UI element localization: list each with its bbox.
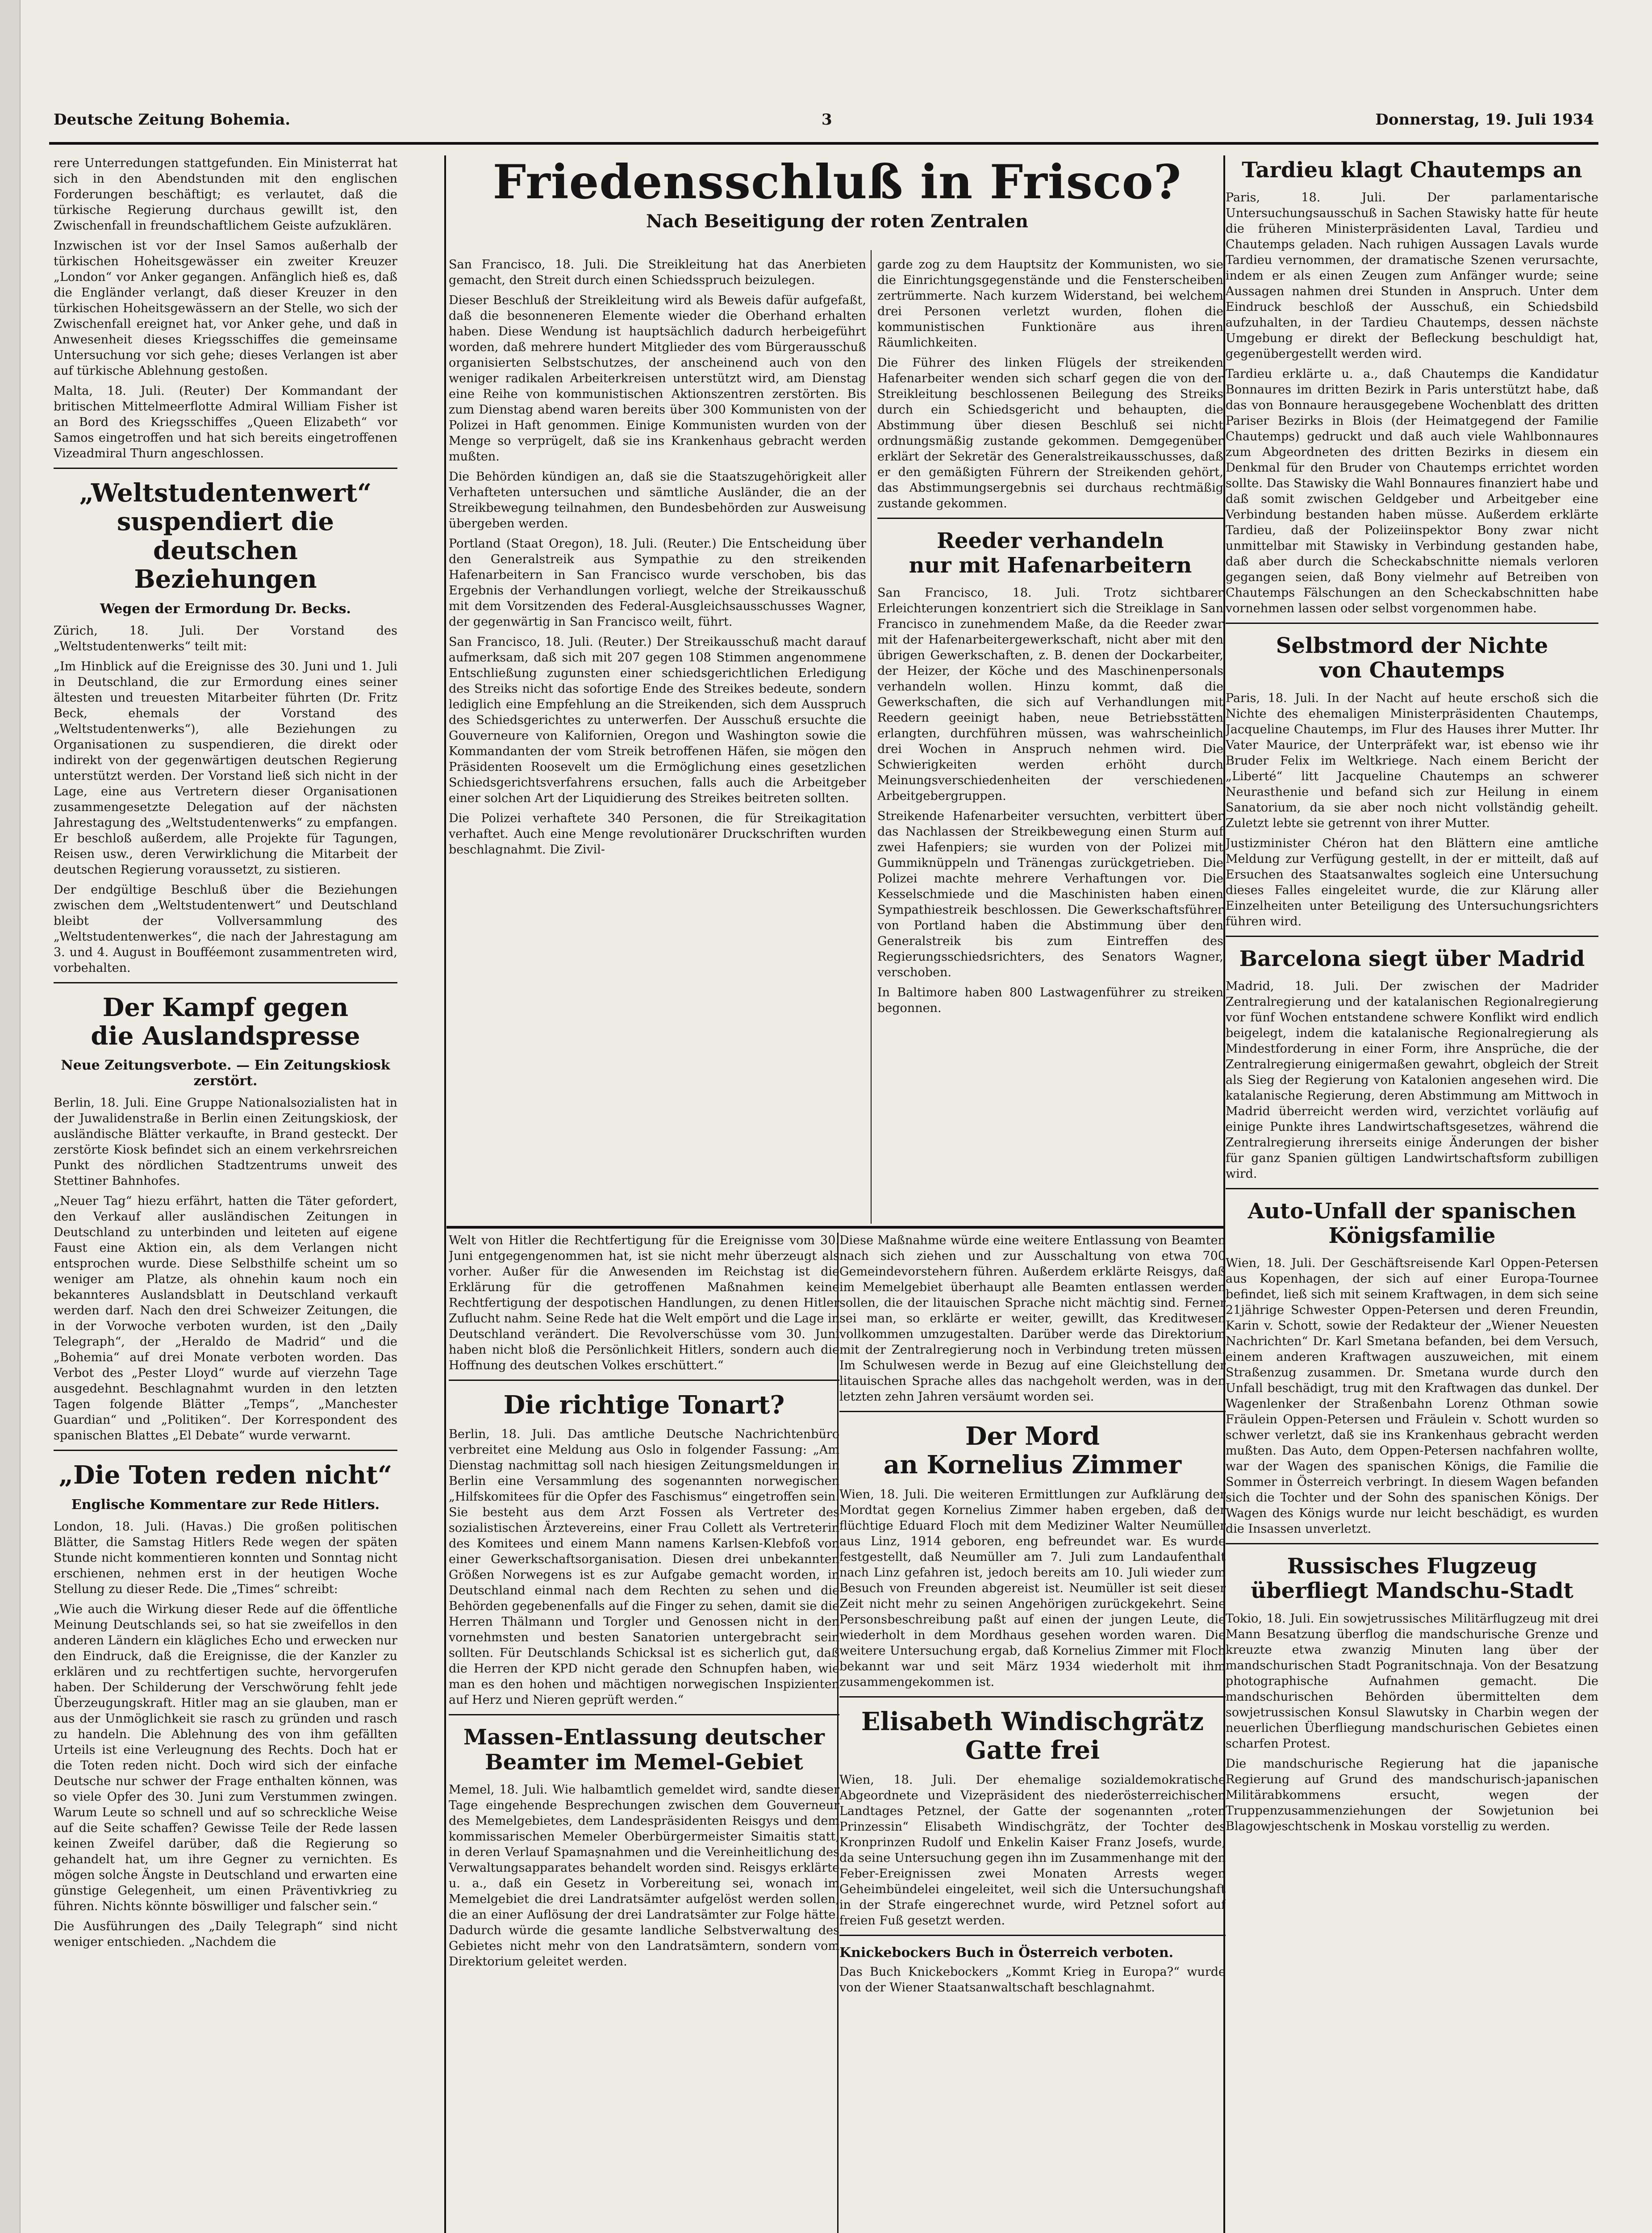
- article-paragraph: Inzwischen ist vor der Insel Samos außerhalb der türkischen Hoheitsgewässer ein zweiter Kreuzer „London“ vor Anker gegangen. Anfänglich hieß es, daß die Engländer verlangt, daß dieser Kreuzer in den türkischen Hoheitsgewässern an der Stelle, wo sich der Zwischenfall ereignet hat, vor Anker gehe, und daß in Anwesenheit dieses Kriegsschiffes die gemeinsame Untersuchung vor sich gehe; dieses Verlangen ist aber auf türkische Ablehnung gestoßen.: [54, 239, 397, 378]
- article-paragraph: Streikende Hafenarbeiter versuchten, verbittert über das Nachlassen der Streikbewegung einen Sturm auf zwei Hafenpiers; sie wurden von der Polizei mit Gummiknüppeln und Tränengas zurückgetrieben. Die Polizei machte mehrere Verhaftungen vor. Die Kesselschmiede und die Maschinisten haben einen Sympathiestreik beschlossen. Die Gewerkschaftsführer von Portland haben die Abstimmung über den Generalstreik bis zum Eintreffen des Regierungsschiedsrichters, des Senators Wagner, verschoben.: [877, 809, 1223, 980]
- headline-memel: [449, 1725, 839, 1774]
- headline-line: an Kornelius Zimmer: [883, 1450, 1182, 1480]
- article-separator: [1226, 936, 1598, 937]
- column-divider: [871, 250, 872, 1224]
- headline-line: Königsfamilie: [1328, 1223, 1496, 1248]
- column-1: [54, 155, 397, 2233]
- lower-column-left: [449, 1233, 839, 2233]
- headline-line: Gatte frei: [965, 1735, 1100, 1765]
- article-paragraph: Wien, 18. Juli. Der ehemalige sozialdemokratische Abgeordnete und Vizepräsident des niederösterreichischen Landtages Petznel, der Gatte der sogenannten „roten Prinzessin“ Elisabeth Windischgrätz, der Tochter des Kronprinzen Rudolf und Enkelin Kaiser Franz Josefs, wurde, da seine Untersuchung gegen ihn im Zusammenhange mit den Feber-Ereignissen zwei Monaten Arrests wegen Geheimbündelei eingeleitet, weil sich die Untersuchungshaft in der Strafe eingerechnet wurde, wird Petznel sofort auf freien Fuß gesetzt werden.: [839, 1773, 1226, 1928]
- headline-line: Der Mord: [965, 1422, 1100, 1451]
- article-separator: [449, 1380, 839, 1381]
- article-paragraph: Die Ausführungen des „Daily Telegraph“ sind nicht weniger entschieden. „Nachdem die: [54, 1919, 397, 1949]
- main-headline-block: [449, 152, 1226, 255]
- headline-tardieu: Tardieu klagt Chautemps an: [1242, 158, 1582, 183]
- subheadline: Neue Zeitungsverbote. — Ein Zeitungskiosk zerstört.: [61, 1058, 390, 1089]
- headline-line: die Auslandspresse: [91, 1021, 360, 1051]
- article-paragraph: Paris, 18. Juli. In der Nacht auf heute erschoß sich die Nichte des ehemaligen Ministerpräsidenten Chautemps, Jacqueline Chautemps, im Flur des Hauses ihrer Mutter. Ihr Vater Maurice, der Unterpräfekt war, ist ebenso wie ihr Bruder Felix im Weltkriege. Nach einem Bericht der „Liberté“ litt Jacqueline Chautemps an schwerer Neurasthenie und befand sich zur Heilung in einem Sanatorium, da sie aber noch nicht vollständig geheilt. Zuletzt lebte sie getrennt von ihrer Mutter.: [1226, 691, 1598, 830]
- article-separator: [877, 518, 1223, 519]
- headline-reeder: [877, 529, 1223, 578]
- headline-tonart: Die richtige Tonart?: [503, 1390, 785, 1420]
- lower-column-right: [839, 1233, 1226, 2233]
- column-3: [877, 257, 1223, 1221]
- article-paragraph: In Baltimore haben 800 Lastwagenführer zu streiken begonnen.: [877, 986, 1223, 1016]
- headline-barcelona: Barcelona siegt über Madrid: [1239, 946, 1585, 971]
- headline-auto-unfall: [1226, 1199, 1598, 1248]
- article-paragraph: Das Buch Knickebockers „Kommt Krieg in Europa?“ wurde von der Wiener Staatsanwaltschaft beschlagnahmt.: [839, 1965, 1226, 1995]
- subheadline: Englische Kommentare zur Rede Hitlers.: [71, 1497, 380, 1513]
- article-paragraph: „Neuer Tag“ hiezu erfährt, hatten die Täter gefordert, den Verkauf aller ausländischen Zeitungen in Deutschland zu unterbinden und leiteten auf eigene Faust eine Aktion ein, als dem Verlangen nicht entsprochen wurde. Diese Selbsthilfe scheint um so weniger am Platze, als ohnehin kaum noch ein bekannteres Auslandsblatt in Deutschland verkauft werden darf. Nach den drei Schweizer Zeitungen, die in der Vorwoche verboten wurden, ist den „Daily Telegraph“, der „Heraldo de Madrid“ und die „Bohemia“ auf drei Monate verboten worden. Das Verbot des „Pester Lloyd“ wurde auf vierzehn Tage ausgedehnt. Beschlagnahmt wurden in den letzten Tagen folgende Blätter „Temps“, „Manchester Guardian“ und „Politiken“. Der Korrespondent des spanischen Blattes „El Debate“ wurde verwarnt.: [54, 1194, 397, 1443]
- headline-line: „Die Toten reden nicht“: [58, 1460, 392, 1490]
- subheadline: Wegen der Ermordung Dr. Becks.: [100, 601, 351, 617]
- article-paragraph: garde zog zu dem Hauptsitz der Kommunisten, wo sie die Einrichtungsgegenstände und die Fensterscheiben zertrümmerte. Nach kurzem Widerstand, bei welchem drei Personen verletzt wurden, flohen die kommunistischen Funktionäre aus ihren Räumlichkeiten.: [877, 258, 1223, 350]
- headline-line: Selbstmord der Nichte: [1276, 633, 1548, 659]
- header-rule: [49, 142, 1598, 145]
- main-subheadline: Nach Beseitigung der roten Zentralen: [646, 210, 1028, 232]
- headline-line: „Weltstudentenwert“: [79, 478, 372, 508]
- headline-weltstudentenwerk: [54, 479, 397, 594]
- page-header: [54, 111, 1594, 142]
- article-separator: [54, 982, 397, 983]
- article-paragraph: Dieser Beschluß der Streikleitung wird als Beweis dafür aufgefaßt, daß die besonneneren Elemente wieder die Oberhand erhalten haben. Diese Wendung ist hauptsächlich dadurch herbeigeführt worden, daß mehrere hundert Mitglieder des vom Bürgerausschuß organisierten Selbstschutzes, der anscheinend auch von den weniger radikalen Arbeiterkreisen unterstützt wird, am Dienstag eine Reihe von kommunistischen Aktionszentren zerstörten. Bis zum Dienstag abend waren bereits über 300 Kommunisten von der Polizei in Haft genommen. Einige Kommunisten wurden von der Menge so verprügelt, daß sie ins Krankenhaus gebracht werden mußten.: [449, 293, 866, 464]
- article-paragraph: Zürich, 18. Juli. Der Vorstand des „Weltstudentenwerks“ teilt mit:: [54, 623, 397, 653]
- article-paragraph: Justizminister Chéron hat den Blättern eine amtliche Meldung zur Verfügung gestellt, in der er mitteilt, daß auf Ersuchen des Staatsanwaltes sogleich eine Untersuchung dieses Falles eingeleitet wurde, die zur Klärung aller Einzelheiten unter Beteiligung des Untersuchungsrichters führen wird.: [1226, 836, 1598, 928]
- headline-toten-reden-nicht: [54, 1461, 397, 1489]
- section-rule: [446, 1226, 1224, 1229]
- headline-line: Massen-Entlassung deutscher: [463, 1725, 825, 1750]
- article-separator: [1226, 623, 1598, 624]
- headline-line: Elisabeth Windischgrätz: [861, 1706, 1204, 1736]
- headline-line: überfliegt Mandschu-Stadt: [1251, 1578, 1573, 1604]
- article-paragraph: Wien, 18. Juli. Der Geschäftsreisende Karl Oppen-Petersen aus Kopenhagen, der sich auf einer Europa-Tournee befindet, ließ sich mit seinem Kraftwagen, in dem sich seine 21jährige Schwester Oppen-Petersen und deren Freundin, Karin v. Schott, sowie der Redakteur der „Wiener Neuesten Nachrichten“ Dr. Karl Smetana befanden, bei dem Versuch, einem anderen Kraftwagen auszuweichen, mit einem Straßenzug zusammen. Dr. Smetana wurde durch den Unfall beschädigt, trug mit den Kraftwagen das dunkel. Der Wagenlenker der Straßenbahn Lorenz Othman sowie Fräulein Oppen-Petersen und Fräulein v. Schott wurden so schwer verletzt, daß sie ins Krankenhaus gebracht werden mußten. Das Auto, dem Oppen-Petersen nachfahren wollte, war der Wagen des spanischen Königs, die Familie die Sommer in Österreich verbringt. In diesem Wagen befanden sich die Tochter und der Sohn des spanischen Königs. Der Wagen des Königs wurde nur leicht beschädigt, es wurden die Insassen unverletzt.: [1226, 1256, 1598, 1536]
- article-separator: [54, 1450, 397, 1451]
- article-paragraph: Tokio, 18. Juli. Ein sowjetrussisches Militärflugzeug mit drei Mann Besatzung überflog die mandschurische Grenze und kreuzte etwa zwanzig Minuten lang über der mandschurischen Stadt Pogranitschnaja. Von der Besatzung photographische Aufnahmen gemacht. Die mandschurischen Behörden übermittelten dem sowjetrussischen Konsul Slawutsky in Charbin wegen der neuerlichen Überfliegung mandschurischen Gebietes einen scharfen Protest.: [1226, 1611, 1598, 1751]
- column-2: [449, 257, 866, 1221]
- article-paragraph: rere Unterredungen stattgefunden. Ein Ministerrat hat sich in den Abendstunden mit den englischen Forderungen beschäftigt; es verlautet, daß die türkische Regierung durchaus gewillt ist, den Zwischenfall in freundschaftlichem Geiste aufzuklären.: [54, 156, 397, 233]
- main-headline: Friedensschluß in Frisco?: [492, 154, 1182, 209]
- headline-line: Beamter im Memel-Gebiet: [485, 1749, 803, 1775]
- article-paragraph: San Francisco, 18. Juli. (Reuter.) Der Streikausschuß macht darauf aufmerksam, daß sich mit 207 gegen 108 Stimmen angenommene Entschließung zugunsten einer schiedsgerichtlichen Erledigung des Streiks nicht das sofortige Ende des Streikes bedeute, sondern lediglich eine Empfehlung an die Streikenden, sich dem Ausspruch des Schiedsgerichtes zu unterwerfen. Der Ausschuß ersuchte die Gouverneure von Kalifornien, Oregon und Washington sowie die Kommandanten der vom Streik betroffenen Häfen, sie mögen den Präsidenten Roosevelt um die Ermöglichung eines gesetzlichen Schiedsgerichtsverfahrens ersuchen, falls auch die Arbeitgeber einer solchen Art der Liquidierung des Streikes beitreten sollten.: [449, 635, 866, 805]
- headline-line: Beziehungen: [134, 565, 317, 594]
- article-paragraph: Diese Maßnahme würde eine weitere Entlassung von Beamten nach sich ziehen und zur Ausschaltung von etwa 700 Gemeindevorstehern führen. Außerdem erklärte Reisgys, daß im Memelgebiet überhaupt alle Beamten entlassen werden sollen, die der litauischen Sprache nicht mächtig sind. Ferner sei man, so erklärte er weiter, gewillt, das Kreditwesen vollkommen umzugestalten. Darüber werde das Direktorium mit der Zentralregierung noch in Verbindung treten müssen. Im Schulwesen werde in Bezug auf eine Gleichstellung der litauischen Sprache alles das nachgeholt werden, was in den letzten zehn Jahren versäumt worden sei.: [839, 1234, 1226, 1404]
- article-paragraph: Tardieu erklärte u. a., daß Chautemps die Kandidatur Bonnaures im dritten Bezirk in Paris unterstützt habe, daß das von Bonnaure herausgegebene Wochenblatt des dritten Pariser Bezirks in Blois (der Heimatgegend der Familie Chautemps) gedruckt und daß auch viele Wahlbonnaures zum Abgeordneten des dritten Bezirks in diesem ein Denkmal für den Bruder von Chautemps errichtet worden sollte. Das Stawisky die Wahl Bonnaures finanziert habe und daß somit zwischen Geldgeber und Arbeitgeber eine Verbindung bestanden haben müsse. Außerdem erklärte Tardieu, daß der Polizeiinspektor Bony zwar nicht unmittelbar mit Stawisky in Verbindung gestanden habe, daß aber durch die Scheckabschnitte niemals verloren gegangen seien, daß Bony vielmehr auf Betreiben von Chautemps Fälschungen an den Scheckabschnitten habe vornehmen lassen oder selbst vorgenommen habe.: [1226, 367, 1598, 616]
- headline-line: Russisches Flugzeug: [1287, 1554, 1537, 1579]
- page-binding-edge: [0, 0, 21, 2233]
- headline-windischgraetz: [839, 1707, 1226, 1765]
- article-separator: [449, 1714, 839, 1715]
- article-paragraph: Madrid, 18. Juli. Der zwischen der Madrider Zentralregierung und der katalanischen Regionalregierung vor fünf Wochen entstandene schwere Konflikt wird endlich beigelegt, indem die katalanische Regionalregierung als Mindestforderung in einer Form, ihre Ansprüche, die der Zentralregierung einigermaßen gewahrt, obgleich der Streit als Sieg der Regierung von Katalonien angesehen wird. Die katalanische Regierung, deren Abstimmung am Mittwoch in Madrid überreicht werden wird, verzichtet vorläufig auf einige Punkte ihres Landwirtschaftsgesetzes, während die Zentralregierung ihrerseits einige Änderungen der bisher für ganz Spanien gültigen Landwirtschaftsform zubilligen wird.: [1226, 979, 1598, 1181]
- headline-line: Auto-Unfall der spanischen: [1247, 1198, 1577, 1224]
- article-paragraph: Berlin, 18. Juli. Das amtliche Deutsche Nachrichtenbüro verbreitet eine Meldung aus Oslo in folgender Fassung: „Am Dienstag nachmittag soll nach hiesigen Zeitungsmeldungen in Berlin eine Versammlung des sogenannten norwegischen „Hilfskomitees für die Opfer des Faschismus“ eingetroffen sein. Sie besteht aus dem Arzt Fossen als Vertreter des sozialistischen Ärztevereins, einer Frau Collett als Vertreterin des Komitees und einem Mann namens Karlsen-Klebfoß von einer Gewerkschaftsorganisation. Diesen drei unbekannten Größen Norwegens ist es zur Aufgabe gemacht worden, in Deutschland einmal nach dem Rechten zu sehen und die Behörden gegebenenfalls auf die Finger zu sehen, damit sie die Herren Thälmann und Torgler und Genossen nicht in den vornehmsten und besten Sanatorien untergebracht sein sollten. Für Deutschlands Schicksal ist es sicherlich gut, daß die Herren der KPD nicht gerade den Schnupfen haben, wie man es den hohen und mächtigen norwegischen Inspizienten auf Herz und Nieren geprüft werden.“: [449, 1427, 839, 1707]
- article-separator: [1226, 1543, 1598, 1544]
- article-paragraph: Paris, 18. Juli. Der parlamentarische Untersuchungsausschuß in Sachen Stawisky hatte für heute die früheren Ministerpräsidenten Laval, Tardieu und Chautemps geladen. Nach ruhigen Aussagen Lavals wurde Tardieu vernommen, der dramatische Szenen verursachte, indem er als einen Zeugen zum Anfänger wurde; seine Aussagen nahmen drei Stunden in Anspruch. Unter dem Eindruck beschloß der Ausschuß, ein Schiedsbild aufzuhalten, in der Tardieu Chautemps, dessen nächste Umgebung er direkt der Befleckung beschuldigt hat, gegenübergestellt werden wird.: [1226, 191, 1598, 361]
- headline-flugzeug: [1226, 1554, 1598, 1603]
- headline-line: Reeder verhandeln: [937, 528, 1164, 553]
- headline-line: von Chautemps: [1319, 658, 1505, 683]
- issue-date: Donnerstag, 19. Juli 1934: [1375, 111, 1594, 129]
- article-paragraph: Die mandschurische Regierung hat die japanische Regierung auf Grund des mandschurisch-japanischen Militärabkommens ersucht, wegen der Truppenzusammenziehungen der Sowjetunion bei Blagowjeschtschenk in Moskau vorstellig zu werden.: [1226, 1756, 1598, 1833]
- article-paragraph: „Wie auch die Wirkung dieser Rede auf die öffentliche Meinung Deutschlands sei, so hat sie zweifellos in den anderen Ländern ein klägliches Echo und erwecken nur den Eindruck, daß die Ereignisse, die der Kanzler zu erklären und zu rechtfertigen suchte, hervorgerufen haben. Der Schilderung der Verschwörung fehlt jede Überzeugungskraft. Hitler mag an sie glauben, man er aus der Unmöglichkeit sie rasch zu gründen und rasch zu handeln. Die Ablehnung des von ihm gefällten Urteils ist eine Verleugnung des Rechts. Doch hat er die Toten reden nicht. Doch wird sich der einfache Deutsche nur schwer der Frage enthalten können, was so viele Opfer des 30. Juni zum Verstummen zwingen. Warum Leute so schnell und auf so schreckliche Weise auf die Seite schaffen? Gewisse Teile der Rede lassen keinen Zweifel darüber, daß die Regierung so gehandelt hat, um ihre Gegner zu vernichten. Es mögen solche Ängste in Deutschland und erwarten eine günstige Gelegenheit, um einen Präventivkrieg zu führen. Nichts könnte böswilliger und falscher sein.“: [54, 1602, 397, 1913]
- article-separator: [54, 468, 397, 469]
- article-separator: [1226, 1188, 1598, 1189]
- article-separator: [839, 1696, 1226, 1698]
- column-divider: [444, 155, 446, 2233]
- brief-headline: Knickebockers Buch in Österreich verboten.: [839, 1944, 1174, 1961]
- page-number: 3: [822, 111, 832, 129]
- headline-line: suspendiert die deutschen: [117, 507, 334, 565]
- article-paragraph: Memel, 18. Juli. Wie halbamtlich gemeldet wird, sandte dieser Tage eingehende Besprechungen zwischen dem Gouverneur des Memelgebietes, dem Landespräsidenten Reisgys und dem kommissarischen Memeler Oberbürgermeister Simaitis statt, in deren Verlauf Spamaşnahmen und die Vereinheitlichung des Verwaltungsapparates behandelt worden sind. Reisgys erklärte u. a., daß ein Gesetz in Vorbereitung sei, wonach im Memelgebiet die drei Landratsämter aufgelöst werden sollen, die an einer Auflösung der drei Landratsämter zur Folge hätte. Dadurch würde die gesamte landliche Selbstverwaltung des Gebietes nicht mehr von den Landratsämtern, sondern vom Direktorium geleitet werden.: [449, 1782, 839, 1969]
- headline-line: Der Kampf gegen: [102, 992, 349, 1022]
- column-4: [1226, 155, 1598, 2233]
- article-separator: [839, 1411, 1226, 1412]
- headline-line: nur mit Hafenarbeitern: [909, 553, 1192, 578]
- article-paragraph: Malta, 18. Juli. (Reuter) Der Kommandant der britischen Mittelmeerflotte Admiral William Fisher ist an Bord des Kriegsschiffes „Queen Elizabeth“ vor Samos eingetroffen und hat sich bereits eingetroffenen Vizeadmiral Thurn angeschlossen.: [54, 384, 397, 460]
- article-paragraph: Die Führer des linken Flügels der streikenden Hafenarbeiter wenden sich scharf gegen die von der Streikleitung beschlossenen Beilegung des Streiks durch ein Schiedsgericht und behaupten, die Abstimmung über diesen Beschluß sei nicht ordnungsmäßig zustande gekommen. Demgegenüber erklärt der Sekretär des Generalstreikausschusses, daß er den gemäßigten Führern der Streikenden gehört, das Abstimmungsergebnis sei durchaus rechtmäßig zustande gekommen.: [877, 356, 1223, 510]
- article-paragraph: Die Polizei verhaftete 340 Personen, die für Streikagitation verhaftet. Auch eine Menge revolutionärer Druckschriften wurden beschlagnahmt. Die Zivil-: [449, 811, 866, 857]
- article-paragraph: London, 18. Juli. (Havas.) Die großen politischen Blätter, die Samstag Hitlers Rede wegen der späten Stunde nicht kommentieren konnten und Sonntag nicht erschienen, nehmen erst in der heutigen Woche Stellung zu dieser Rede. Die „Times“ schreibt:: [54, 1519, 397, 1596]
- article-paragraph: Berlin, 18. Juli. Eine Gruppe Nationalsozialisten hat in der Juwalidenstraße in Berlin einen Zeitungskiosk, der ausländische Blätter verkaufte, in Brand gesteckt. Der zerstörte Kiosk befindet sich an einem verkehrsreichen Punkt des nördlichen Stadtzentrums unweit des Stettiner Bahnhofes.: [54, 1096, 397, 1188]
- article-paragraph: Welt von Hitler die Rechtfertigung für die Ereignisse vom 30. Juni entgegengenommen hat, ist sie nicht mehr überzeugt als vorher. Außer für die Anwesenden im Reichstag ist die Erklärung für die getroffenen Maßnahmen keine Rechtfertigung der despotischen Handlungen, zu denen Hitler Zuflucht nahm. Seine Rede hat die Welt empört und die Lage in Deutschland verändert. Die Revolverschüsse vom 30. Juni haben nicht bloß die Persönlichkeit Hitlers, sondern auch die Hoffnung des deutschen Volkes erschüttert.“: [449, 1234, 839, 1372]
- article-paragraph: Die Behörden kündigen an, daß sie die Staatszugehörigkeit aller Verhafteten untersuchen und sämtliche Ausländer, die an der Streikbewegung teilnahmen, den Bundesbehörden zur Ausweisung übergeben werden.: [449, 470, 866, 531]
- article-paragraph: Der endgültige Beschluß über die Beziehungen zwischen dem „Weltstudentenwert“ und Deutschland bleibt der Vollversammlung des „Weltstudentenwerkes“, die nach der Jahrestagung am 3. und 4. August in Boufféemont zusammentreten wird, vorbehalten.: [54, 882, 397, 975]
- masthead-name: Deutsche Zeitung Bohemia.: [54, 111, 291, 129]
- article-paragraph: Wien, 18. Juli. Die weiteren Ermittlungen zur Aufklärung der Mordtat gegen Kornelius Zimmer haben ergeben, daß der flüchtige Eduard Floch mit dem Mediziner Walter Neumüller aus Linz, 1914 geboren, eng befreundet war. Es wurde festgestellt, daß Neumüller am 7. Juli zum Landaufenthalt nach Linz gefahren ist, jedoch bereits am 10. Juli wieder zum Besuch von Freunden abgereist ist. Neumüller ist seit dieser Zeit nicht mehr zu seinen Angehörigen zurückgekehrt. Seine Personsbeschreibung paßt auf einen der jungen Leute, die wiederholt in dem Mordhaus gesehen worden waren. Die weitere Untersuchung ergab, daß Kornelius Zimmer mit Floch bekannt war und seit März 1934 wiederholt mit ihm zusammengekommen ist.: [839, 1487, 1226, 1689]
- article-separator: [839, 1935, 1226, 1936]
- headline-mord-zimmer: [839, 1422, 1226, 1480]
- headline-selbstmord: [1226, 634, 1598, 683]
- article-paragraph: „Im Hinblick auf die Ereignisse des 30. Juni und 1. Juli in Deutschland, die zur Ermordung eines seiner ältesten und treuesten Mitarbeiter führten (Dr. Fritz Beck, ehemals der Vorstand des „Weltstudentenwerks“), alle Beziehungen zu Organisationen zu suspendieren, die direkt oder indirekt von der gegenwärtigen deutschen Regierung unterstützt werden. Der Vorstand ließ sich nicht in der Lage, eine aus Vertretern dieser Organisationen zusammengesetzte Delegation auf der nächsten Jahrestagung des „Weltstudentenwerks“ zu empfangen. Er beschloß außerdem, alle Projekte für Tagungen, Reisen usw., deren Verwirklichung die Mitarbeit der deutschen Regierung voraussetzt, zu sistieren.: [54, 659, 397, 877]
- headline-auslandspresse: [54, 993, 397, 1051]
- article-paragraph: Portland (Staat Oregon), 18. Juli. (Reuter.) Die Entscheidung über den Generalstreik aus Sympathie zu den streikenden Hafenarbeitern in San Francisco wurde verschoben, bis das Ergebnis der Verhandlungen vorliegt, welche der Streikausschuß mit dem Vorsitzenden des Federal-Ausgleichsausschusses Wagner, der gegenwärtig in San Francisco weilt, führt.: [449, 537, 866, 629]
- article-paragraph: San Francisco, 18. Juli. Die Streikleitung hat das Anerbieten gemacht, den Streit durch einen Schiedsspruch beizulegen.: [449, 258, 866, 287]
- article-paragraph: San Francisco, 18. Juli. Trotz sichtbarer Erleichterungen konzentriert sich die Streiklage in San Francisco in zunehmendem Maße, da die Reeder zwar mit der Hafenarbeitergewerkschaft, nicht aber mit den übrigen Gewerkschaften, z. B. denen der Dockarbeiter, der Heizer, der Köche und des Maschinenpersonals verhandeln wollen. Hinzu kommt, daß die Gewerkschaften, die sich auf Verhandlungen mit Reedern geeinigt haben, neue Betriebsstätten erlangten, durchführen müssen, was wahrscheinlich drei Wochen in Anspruch nehmen wird. Die Schwierigkeiten werden erhöht durch Meinungsverschiedenheiten der verschiedenen Arbeitgebergruppen.: [877, 586, 1223, 803]
